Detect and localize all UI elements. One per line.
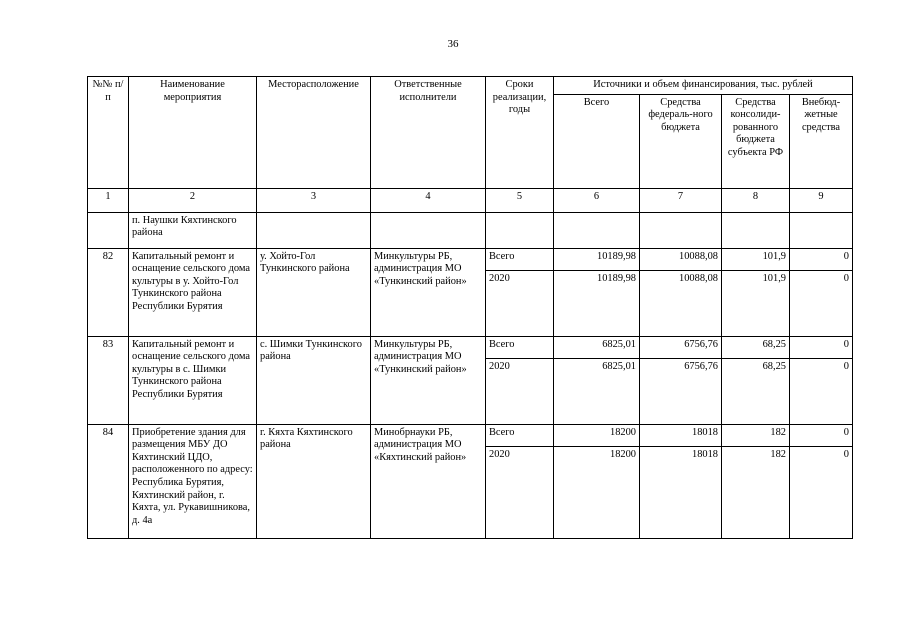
column-number: 6 — [554, 188, 640, 212]
column-numbers-row — [88, 188, 853, 212]
row-total: 18200 — [554, 446, 640, 538]
header-name: Наименование мероприятия — [129, 77, 257, 189]
row-term: 2020 — [486, 446, 554, 538]
financing-table — [87, 76, 853, 539]
row-regional: 68,25 — [722, 336, 790, 358]
cell-empty — [554, 212, 640, 248]
row-location: у. Хойто-Гол Тункинского района — [257, 248, 371, 336]
header-number: №№ п/п — [88, 77, 129, 189]
cell-empty — [722, 212, 790, 248]
page-number: 36 — [447, 38, 459, 50]
row-total: 10189,98 — [554, 248, 640, 270]
row-number: 84 — [88, 424, 129, 538]
column-number: 7 — [640, 188, 722, 212]
row-location: с. Шимки Тункинского района — [257, 336, 371, 424]
row-federal: 10088,08 — [640, 248, 722, 270]
table-row — [88, 424, 853, 446]
table-row — [88, 336, 853, 358]
cell-empty — [486, 212, 554, 248]
continuation-name: п. Наушки Кяхтинского района — [129, 212, 257, 248]
row-extra: 0 — [790, 446, 853, 538]
row-name: Капитальный ремонт и оснащение сельского дома культуры в с. Шимки Тункинского района Республики Бурятия — [129, 336, 257, 424]
row-federal: 18018 — [640, 424, 722, 446]
row-regional: 101,9 — [722, 270, 790, 336]
row-term: Всего — [486, 424, 554, 446]
row-extra: 0 — [790, 336, 853, 358]
row-regional: 101,9 — [722, 248, 790, 270]
row-total: 6825,01 — [554, 358, 640, 424]
cell-empty — [88, 212, 129, 248]
table-row — [88, 248, 853, 270]
column-number: 1 — [88, 188, 129, 212]
row-name: Капитальный ремонт и оснащение сельского дома культуры в у. Хойто-Гол Тункинского района Республики Бурятия — [129, 248, 257, 336]
header-sources: Источники и объем финансирования, тыс. рублей — [554, 77, 853, 95]
column-number: 9 — [790, 188, 853, 212]
row-total: 18200 — [554, 424, 640, 446]
row-regional: 68,25 — [722, 358, 790, 424]
cell-empty — [640, 212, 722, 248]
row-extra: 0 — [790, 424, 853, 446]
row-term: 2020 — [486, 270, 554, 336]
cell-empty — [371, 212, 486, 248]
row-regional: 182 — [722, 446, 790, 538]
header-row — [88, 77, 853, 95]
row-location: г. Кяхта Кяхтинского района — [257, 424, 371, 538]
continuation-row — [88, 212, 853, 248]
row-term: Всего — [486, 336, 554, 358]
column-number: 4 — [371, 188, 486, 212]
row-term: Всего — [486, 248, 554, 270]
cell-empty — [790, 212, 853, 248]
header-responsible: Ответственные исполнители — [371, 77, 486, 189]
row-total: 10189,98 — [554, 270, 640, 336]
row-number: 83 — [88, 336, 129, 424]
row-total: 6825,01 — [554, 336, 640, 358]
row-extra: 0 — [790, 270, 853, 336]
column-number: 3 — [257, 188, 371, 212]
row-responsible: Минкультуры РБ, администрация МО «Тункинский район» — [371, 248, 486, 336]
row-responsible: Минобрнауки РБ, администрация МО «Кяхтинский район» — [371, 424, 486, 538]
row-term: 2020 — [486, 358, 554, 424]
row-number: 82 — [88, 248, 129, 336]
row-federal: 6756,76 — [640, 358, 722, 424]
header-extra: Внебюд-жетные средства — [790, 94, 853, 188]
row-responsible: Минкультуры РБ, администрация МО «Тункинский район» — [371, 336, 486, 424]
header-terms: Сроки реализации, годы — [486, 77, 554, 189]
column-number: 8 — [722, 188, 790, 212]
header-federal: Средства федераль-ного бюджета — [640, 94, 722, 188]
header-location: Месторасположение — [257, 77, 371, 189]
header-total: Всего — [554, 94, 640, 188]
row-federal: 10088,08 — [640, 270, 722, 336]
row-name: Приобретение здания для размещения МБУ ДО Кяхтинский ЦДО, расположенного по адресу: Республика Бурятия, Кяхтинский район, г. Кяхта, ул. Рукавишникова, д. 4а — [129, 424, 257, 538]
cell-empty — [257, 212, 371, 248]
row-federal: 6756,76 — [640, 336, 722, 358]
header-regional: Средства консолиди-рованного бюджета субъекта РФ — [722, 94, 790, 188]
column-number: 2 — [129, 188, 257, 212]
row-regional: 182 — [722, 424, 790, 446]
column-number: 5 — [486, 188, 554, 212]
row-extra: 0 — [790, 248, 853, 270]
row-extra: 0 — [790, 358, 853, 424]
row-federal: 18018 — [640, 446, 722, 538]
